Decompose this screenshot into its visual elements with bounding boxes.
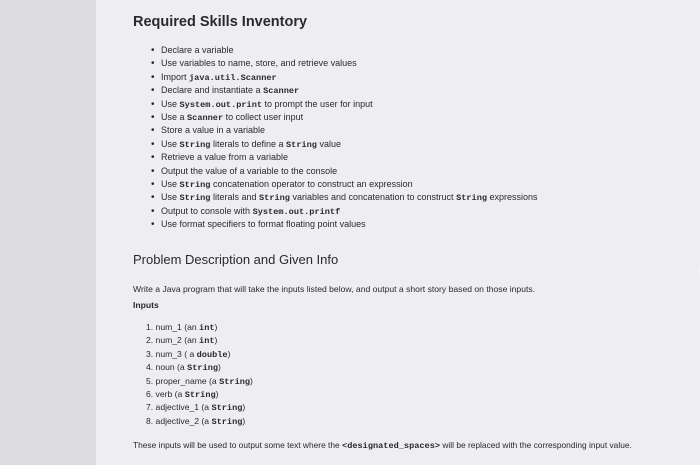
code-literal: System.out.printf [252, 206, 341, 217]
skill-item: • Use System.out.print to prompt the user for input [151, 98, 538, 111]
skill-item: • Use String literals and String variables and concatenation to construct String expressions [151, 191, 538, 204]
code-literal: String [456, 193, 488, 204]
page-title: Required Skills Inventory [133, 14, 308, 30]
skill-item: • Retrieve a value from a variable [151, 151, 538, 164]
skill-item: • Output to console with System.out.printf [151, 205, 538, 218]
code-literal: String [259, 193, 290, 204]
code-literal: String [179, 139, 211, 150]
input-item: 1. num_1 (an int) [146, 322, 218, 333]
code-literal: String [179, 179, 211, 190]
inputs-heading: Inputs [133, 300, 159, 310]
code-literal: String [184, 389, 216, 400]
input-item: 5. proper_name (a String) [146, 375, 253, 387]
code-literal: String [219, 376, 251, 387]
skills-list [151, 44, 538, 231]
skill-item: • Import java.util.Scanner [151, 71, 538, 84]
code-literal: int [199, 323, 215, 333]
skill-item: • Use String concatenation operator to construct an expression [151, 178, 538, 191]
inputs-list [146, 321, 253, 428]
code-literal: int [199, 336, 215, 347]
section-title: Problem Description and Given Info [133, 252, 339, 267]
code-literal: String [211, 403, 243, 414]
problem-description: Write a Java program that will take the inputs listed below, and output a short story based on those inputs. [133, 284, 536, 294]
input-item: 3. num_3 ( a double) [146, 348, 231, 360]
code-literal: Scanner [187, 112, 224, 123]
code-literal: java.util.Scanner [189, 72, 277, 83]
skill-item: • Use variables to name, store, and retrieve values [151, 57, 538, 70]
skill-item: • Use String literals to define a String value [151, 138, 538, 151]
skill-item: • Store a value in a variable [151, 124, 538, 137]
input-item: 7. adjective_1 (a String) [146, 402, 246, 414]
code-literal: <designated_spaces> [342, 441, 441, 451]
code-literal: System.out.print [179, 99, 263, 110]
code-literal: String [187, 363, 219, 374]
skill-item: • Use format specifiers to format floating point values [151, 218, 538, 231]
inputs-note: These inputs will be used to output some text where the <designated_spaces> will be replaced with the corresponding input value. [133, 440, 632, 451]
code-literal: double [196, 349, 228, 360]
document-page [96, 0, 700, 465]
code-literal: Scanner [263, 86, 300, 97]
input-item: 8. adjective_2 (a String) [146, 415, 246, 427]
input-item: 2. num_2 (an int) [146, 335, 218, 347]
code-literal: String [286, 139, 317, 150]
skill-item: • Output the value of a variable to the console [151, 165, 538, 178]
input-item: 4. noun (a String) [146, 362, 221, 374]
code-literal: String [179, 193, 211, 204]
input-item: 6. verb (a String) [146, 388, 219, 400]
skill-item: • Declare and instantiate a Scanner [151, 84, 538, 97]
code-literal: String [211, 416, 243, 427]
skill-item: • Use a Scanner to collect user input [151, 111, 538, 124]
skill-item: • Declare a variable [151, 44, 538, 57]
